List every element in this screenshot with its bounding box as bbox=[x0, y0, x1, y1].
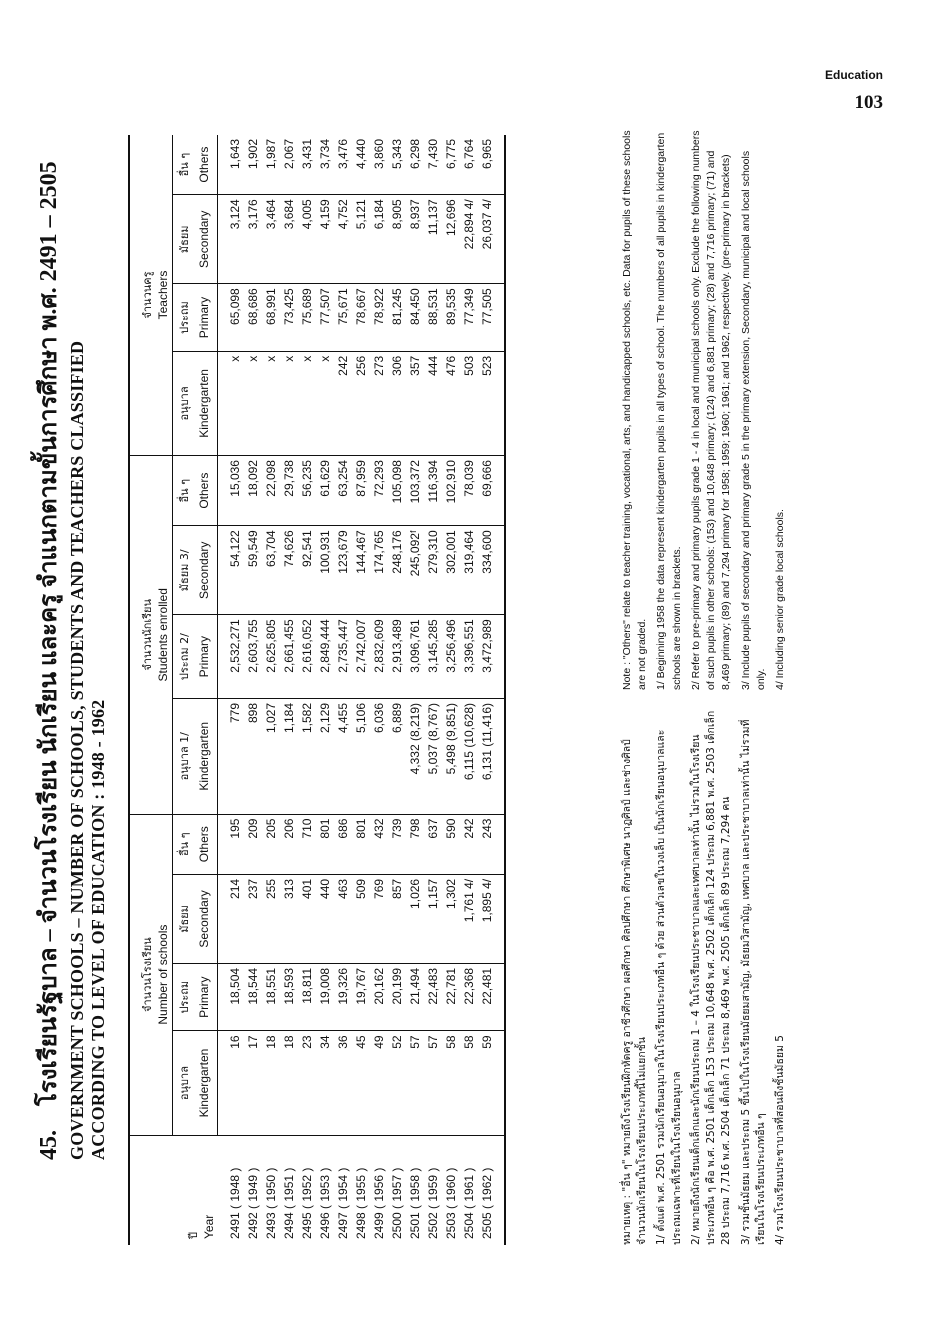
data-cell: 3,096,761 bbox=[406, 615, 424, 699]
data-cell: 801 bbox=[352, 814, 370, 874]
data-cell: 2,067 bbox=[280, 135, 298, 195]
note-english: 3/ Include pupils of secondary and primary grade 5 in the primary extension, Secondary, municipal and local schools only. bbox=[739, 150, 767, 690]
table-row bbox=[406, 135, 424, 1245]
data-cell: 174,765 bbox=[370, 526, 388, 615]
data-cell: 81,245 bbox=[388, 284, 406, 352]
data-cell: 21,494 bbox=[406, 963, 424, 1031]
data-cell: 3,860 bbox=[370, 135, 388, 195]
statistics-table bbox=[128, 135, 506, 1245]
data-cell: 3,256,496 bbox=[442, 615, 460, 699]
data-cell: 209 bbox=[244, 814, 262, 874]
data-cell: 36 bbox=[334, 1031, 352, 1135]
col-thai-label: ประถม bbox=[173, 284, 196, 352]
note-english: 2/ Refer to pre-primary and primary pupils grade 1 - 4 in local and municipal schools only. Exclude the following numbers of such pupils in other schools: (153) and 10,648 primary; (124) and 6,881 primary; (28) and 7,716 primary; (71) and 8,469 primary; (89) and 7,294 primary for 1958; 1959; 1960; 1961; and 1962, respectively. (pre-primary in brackets) bbox=[689, 130, 733, 690]
data-cell: 19,767 bbox=[352, 963, 370, 1031]
data-cell: 19,326 bbox=[334, 963, 352, 1031]
data-cell: 2,735,447 bbox=[334, 615, 352, 699]
data-cell: 78,922 bbox=[370, 284, 388, 352]
table-number: 45. bbox=[36, 1130, 62, 1160]
data-cell: 243 bbox=[478, 814, 505, 874]
data-cell: 205 bbox=[262, 814, 280, 874]
data-cell: 75,671 bbox=[334, 284, 352, 352]
data-cell: 116,394 bbox=[424, 456, 442, 526]
data-cell: 58 bbox=[460, 1031, 478, 1135]
data-cell: 401 bbox=[298, 874, 316, 963]
data-cell: 19,008 bbox=[316, 963, 334, 1031]
data-cell: 2,129 bbox=[316, 698, 334, 814]
data-cell: 18,811 bbox=[298, 963, 316, 1031]
year-cell: 2505 ( 1962 ) bbox=[480, 1167, 494, 1239]
data-cell: 63,254 bbox=[334, 456, 352, 526]
notes-thai bbox=[620, 705, 792, 1245]
year-cell: 2498 ( 1955 ) bbox=[354, 1167, 368, 1239]
data-cell: 1,027 bbox=[262, 698, 280, 814]
data-cell: 103,372 bbox=[406, 456, 424, 526]
table-row bbox=[478, 135, 505, 1245]
table-title bbox=[28, 100, 109, 1160]
teachers-group-header: จำนวนครู Teachers bbox=[129, 135, 173, 456]
data-cell: 1,184 bbox=[280, 698, 298, 814]
table-row bbox=[388, 135, 406, 1245]
data-cell: 49 bbox=[370, 1031, 388, 1135]
col-thai-label: อนุบาล bbox=[173, 1031, 196, 1135]
table-row bbox=[218, 135, 245, 1245]
data-cell: 5,121 bbox=[352, 195, 370, 284]
data-cell: 1,761 4/ bbox=[460, 874, 478, 963]
col-header: Kindergarten bbox=[195, 351, 218, 455]
data-cell: 4,159 bbox=[316, 195, 334, 284]
data-cell: 11,137 bbox=[424, 195, 442, 284]
col-header: Others bbox=[195, 135, 218, 195]
data-cell: 57 bbox=[406, 1031, 424, 1135]
data-cell: 72,293 bbox=[370, 456, 388, 526]
data-cell: 105,098 bbox=[388, 456, 406, 526]
data-cell: 73,425 bbox=[280, 284, 298, 352]
data-cell: 74,626 bbox=[280, 526, 298, 615]
data-cell: 1,902 bbox=[244, 135, 262, 195]
table-body bbox=[218, 135, 506, 1245]
data-cell: 463 bbox=[334, 874, 352, 963]
note-thai: 4/ รวมโรงเรียนประชาบาลที่สอนถึงชั้นมัธยม 5 bbox=[773, 1035, 786, 1245]
data-cell: x bbox=[298, 351, 316, 455]
table-row bbox=[298, 135, 316, 1245]
data-cell: 78,667 bbox=[352, 284, 370, 352]
data-cell: 100,931 bbox=[316, 526, 334, 615]
data-cell: 61,629 bbox=[316, 456, 334, 526]
note-thai: หมายเหตุ : "อื่น ๆ" หมายถึงโรงเรียนฝึกหัดครู อาชีวศึกษา ผลศึกษา ศิลปศึกษา ศึกษาพิเศษ นาฏศิลป์ และช่างศิลป์ จำนวนนักเรียนในโรงเรียนประเภทนี้ไม่แยกชั้น bbox=[621, 739, 649, 1245]
data-cell: 102,910 bbox=[442, 456, 460, 526]
data-cell: 503 bbox=[460, 351, 478, 455]
year-cell: 2497 ( 1954 ) bbox=[336, 1167, 350, 1239]
data-cell: 29,738 bbox=[280, 456, 298, 526]
data-cell: 22,481 bbox=[478, 963, 505, 1031]
data-cell: 18,593 bbox=[280, 963, 298, 1031]
table-row bbox=[352, 135, 370, 1245]
schools-group-header: จำนวนโรงเรียน Number of schools bbox=[129, 814, 173, 1135]
year-cell: 2496 ( 1953 ) bbox=[318, 1167, 332, 1239]
table-row bbox=[442, 135, 460, 1245]
data-cell: 801 bbox=[316, 814, 334, 874]
data-cell: 1,582 bbox=[298, 698, 316, 814]
col-header: Others bbox=[195, 814, 218, 874]
data-cell: 23 bbox=[298, 1031, 316, 1135]
col-header: Primary bbox=[195, 615, 218, 699]
data-cell: 248,176 bbox=[388, 526, 406, 615]
data-cell: 5,106 bbox=[352, 698, 370, 814]
col-thai-label: ประถม 2/ bbox=[173, 615, 196, 699]
table-row bbox=[316, 135, 334, 1245]
year-cell: 2504 ( 1961 ) bbox=[462, 1167, 476, 1239]
data-cell: 18,092 bbox=[244, 456, 262, 526]
year-cell: 2491 ( 1948 ) bbox=[227, 1167, 242, 1239]
data-cell: 214 bbox=[218, 874, 245, 963]
data-cell: x bbox=[244, 351, 262, 455]
col-header: Kindergarten bbox=[195, 698, 218, 814]
data-cell: 3,684 bbox=[280, 195, 298, 284]
page-number: 103 bbox=[854, 92, 883, 113]
data-cell: 123,679 bbox=[334, 526, 352, 615]
data-cell: 22,894 4/ bbox=[460, 195, 478, 284]
data-cell: 3,124 bbox=[218, 195, 245, 284]
data-cell: 17 bbox=[244, 1031, 262, 1135]
data-cell: 88,531 bbox=[424, 284, 442, 352]
data-cell: 334,600 bbox=[478, 526, 505, 615]
col-thai-label: ประถม bbox=[173, 963, 196, 1031]
note-thai: 1/ ตั้งแต่ พ.ศ. 2501 รวมนักเรียนอนุบาลในโรงเรียนประเภทอื่น ๆ ด้วย ส่วนตัวเลขในวงเล็บ เป็นนักเรียนอนุบาลและประถมเฉพาะที่เรียนในโรงเรียนอนุบาล bbox=[655, 729, 683, 1245]
year-cell: 2503 ( 1960 ) bbox=[444, 1167, 458, 1239]
col-header: Primary bbox=[195, 284, 218, 352]
col-thai-label: อนุบาล 1/ bbox=[173, 698, 196, 814]
data-cell: 144,467 bbox=[352, 526, 370, 615]
data-cell: 58 bbox=[442, 1031, 460, 1135]
students-group-header: จำนวนนักเรียน Students enrolled bbox=[129, 456, 173, 815]
data-cell: 2,849,444 bbox=[316, 615, 334, 699]
data-cell: 3,176 bbox=[244, 195, 262, 284]
data-cell: 242 bbox=[334, 351, 352, 455]
data-cell: 1,302 bbox=[442, 874, 460, 963]
data-cell: 45 bbox=[352, 1031, 370, 1135]
data-cell: 779 bbox=[218, 698, 245, 814]
data-cell: 245,092ᶠ bbox=[406, 526, 424, 615]
data-cell: 22,483 bbox=[424, 963, 442, 1031]
data-cell: 3,734 bbox=[316, 135, 334, 195]
data-cell: 1,987 bbox=[262, 135, 280, 195]
col-thai-label: อื่น ๆ bbox=[173, 135, 196, 195]
note-english: 4/ Including senior grade local schools. bbox=[773, 509, 786, 690]
data-cell: 84,450 bbox=[406, 284, 424, 352]
col-thai-label: มัธยม bbox=[173, 874, 196, 963]
rotated-page-content bbox=[8, 90, 878, 1290]
data-cell: 15,036 bbox=[218, 456, 245, 526]
data-cell: 89,535 bbox=[442, 284, 460, 352]
data-cell: 65,098 bbox=[218, 284, 245, 352]
data-cell: 3,476 bbox=[334, 135, 352, 195]
data-cell: 6,036 bbox=[370, 698, 388, 814]
data-cell: 710 bbox=[298, 814, 316, 874]
data-cell: 6,115 (10,628) bbox=[460, 698, 478, 814]
data-cell: 2,661,455 bbox=[280, 615, 298, 699]
data-cell: 306 bbox=[388, 351, 406, 455]
title-thai: โรงเรียนรัฐบาล – จำนวนโรงเรียน นักเรียน และครู จำแนกตามขั้นการศึกษา พ.ศ. 2491 – 2505 bbox=[36, 161, 62, 1106]
data-cell: 237 bbox=[244, 874, 262, 963]
data-cell: 4,005 bbox=[298, 195, 316, 284]
data-cell: 798 bbox=[406, 814, 424, 874]
data-cell: 256 bbox=[352, 351, 370, 455]
notes-english bbox=[620, 130, 792, 690]
data-cell: 77,505 bbox=[478, 284, 505, 352]
data-cell: 16 bbox=[218, 1031, 245, 1135]
data-cell: 5,498 (9,851) bbox=[442, 698, 460, 814]
col-header: Secondary bbox=[195, 526, 218, 615]
data-cell: x bbox=[280, 351, 298, 455]
col-header: Secondary bbox=[195, 195, 218, 284]
data-cell: 22,098 bbox=[262, 456, 280, 526]
data-cell: 686 bbox=[334, 814, 352, 874]
data-cell: 59,549 bbox=[244, 526, 262, 615]
title-english-line1: GOVERNMENT SCHOOLS – NUMBER OF SCHOOLS, STUDENTS AND TEACHERS CLASSIFIED bbox=[67, 340, 87, 1160]
col-thai-label: มัธยม bbox=[173, 195, 196, 284]
data-cell: 2,742,007 bbox=[352, 615, 370, 699]
data-cell: 432 bbox=[370, 814, 388, 874]
col-thai-label: มัธยม 3/ bbox=[173, 526, 196, 615]
data-cell: 2,625,805 bbox=[262, 615, 280, 699]
data-cell: 56,235 bbox=[298, 456, 316, 526]
data-cell: 20,199 bbox=[388, 963, 406, 1031]
table-row bbox=[244, 135, 262, 1245]
data-cell: 52 bbox=[388, 1031, 406, 1135]
data-cell: 255 bbox=[262, 874, 280, 963]
year-cell: 2495 ( 1952 ) bbox=[300, 1167, 314, 1239]
data-cell: 2,913,489 bbox=[388, 615, 406, 699]
data-cell: 77,507 bbox=[316, 284, 334, 352]
data-cell: 242 bbox=[460, 814, 478, 874]
year-cell: 2494 ( 1951 ) bbox=[282, 1167, 296, 1239]
data-cell: 54,122 bbox=[218, 526, 245, 615]
data-cell: 3,396,551 bbox=[460, 615, 478, 699]
data-cell: 59 bbox=[478, 1031, 505, 1135]
col-thai-label: อื่น ๆ bbox=[173, 814, 196, 874]
data-cell: 6,184 bbox=[370, 195, 388, 284]
data-cell: 4,455 bbox=[334, 698, 352, 814]
data-cell: 3,145,285 bbox=[424, 615, 442, 699]
table-row bbox=[262, 135, 280, 1245]
data-cell: 20,162 bbox=[370, 963, 388, 1031]
data-cell: 637 bbox=[424, 814, 442, 874]
data-cell: 2,532,271 bbox=[218, 615, 245, 699]
data-cell: 18,544 bbox=[244, 963, 262, 1031]
data-cell: 5,037 (8,767) bbox=[424, 698, 442, 814]
col-header: Kindergarten bbox=[195, 1031, 218, 1135]
data-cell: 78,039 bbox=[460, 456, 478, 526]
note-thai: 3/ รวมชั้นมัธยม และประถม 5 ขึ้นไปในโรงเรียนมัธยมสามัญ, มัธยมวิสามัญ, เทศบาล และประชาบาลเท่านั้น ไม่รวมที่เรียนในโรงเรียนประเภทอื่น ๆ bbox=[739, 719, 767, 1245]
data-cell: 195 bbox=[218, 814, 245, 874]
table-row bbox=[460, 135, 478, 1245]
data-cell: 444 bbox=[424, 351, 442, 455]
data-cell: 4,440 bbox=[352, 135, 370, 195]
data-cell: 18 bbox=[280, 1031, 298, 1135]
table-row bbox=[370, 135, 388, 1245]
data-cell: 6,764 bbox=[460, 135, 478, 195]
data-cell: 2,603,755 bbox=[244, 615, 262, 699]
table-row bbox=[280, 135, 298, 1245]
data-cell: x bbox=[316, 351, 334, 455]
data-cell: 7,430 bbox=[424, 135, 442, 195]
data-cell: 769 bbox=[370, 874, 388, 963]
data-cell: 34 bbox=[316, 1031, 334, 1135]
data-cell: 1,157 bbox=[424, 874, 442, 963]
year-cell: 2493 ( 1950 ) bbox=[264, 1167, 278, 1239]
data-cell: 6,965 bbox=[478, 135, 505, 195]
data-cell: 4,752 bbox=[334, 195, 352, 284]
col-thai-label: อนุบาล bbox=[173, 351, 196, 455]
data-cell: 313 bbox=[280, 874, 298, 963]
data-cell: 440 bbox=[316, 874, 334, 963]
data-cell: 357 bbox=[406, 351, 424, 455]
data-cell: 87,959 bbox=[352, 456, 370, 526]
table-row bbox=[334, 135, 352, 1245]
data-cell: 8,937 bbox=[406, 195, 424, 284]
year-cell: 2501 ( 1958 ) bbox=[408, 1167, 422, 1239]
data-cell: 523 bbox=[478, 351, 505, 455]
year-cell: 2492 ( 1949 ) bbox=[246, 1167, 260, 1239]
data-cell: 69,666 bbox=[478, 456, 505, 526]
data-cell: 22,781 bbox=[442, 963, 460, 1031]
data-cell: 75,689 bbox=[298, 284, 316, 352]
data-cell: 63,704 bbox=[262, 526, 280, 615]
data-cell: 206 bbox=[280, 814, 298, 874]
col-header: Secondary bbox=[195, 874, 218, 963]
col-header: Primary bbox=[195, 963, 218, 1031]
data-cell: 18,551 bbox=[262, 963, 280, 1031]
data-cell: 302,001 bbox=[442, 526, 460, 615]
data-cell: 12,696 bbox=[442, 195, 460, 284]
data-cell: 18,504 bbox=[218, 963, 245, 1031]
data-cell: 18 bbox=[262, 1031, 280, 1135]
data-cell: 509 bbox=[352, 874, 370, 963]
note-english: 1/ Beginning 1958 the data represent kindergarten pupils in all types of school. The numbers of all pupils in kindergarten schools are shown in brackets. bbox=[655, 132, 683, 690]
data-cell: 3,464 bbox=[262, 195, 280, 284]
note-english: Note : "Others" relate to teacher training, vocational, arts, and handicapped schools, etc. Data for pupils of these schools are not graded. bbox=[621, 130, 649, 690]
table-row bbox=[424, 135, 442, 1245]
data-cell: 8,905 bbox=[388, 195, 406, 284]
data-cell: 1,026 bbox=[406, 874, 424, 963]
data-cell: 2,832,609 bbox=[370, 615, 388, 699]
data-cell: 319,464 bbox=[460, 526, 478, 615]
data-cell: 273 bbox=[370, 351, 388, 455]
data-cell: 2,616,052 bbox=[298, 615, 316, 699]
data-cell: 476 bbox=[442, 351, 460, 455]
data-cell: 279,310 bbox=[424, 526, 442, 615]
data-cell: 3,431 bbox=[298, 135, 316, 195]
data-cell: 68,991 bbox=[262, 284, 280, 352]
data-cell: 77,349 bbox=[460, 284, 478, 352]
data-cell: 22,368 bbox=[460, 963, 478, 1031]
data-cell: x bbox=[218, 351, 245, 455]
year-cell: 2500 ( 1957 ) bbox=[390, 1167, 404, 1239]
data-cell: 5,343 bbox=[388, 135, 406, 195]
data-cell: 6,889 bbox=[388, 698, 406, 814]
data-cell: 6,298 bbox=[406, 135, 424, 195]
data-cell: 739 bbox=[388, 814, 406, 874]
data-cell: 68,686 bbox=[244, 284, 262, 352]
data-cell: 590 bbox=[442, 814, 460, 874]
data-cell: 92,541 bbox=[298, 526, 316, 615]
col-header: Others bbox=[195, 456, 218, 526]
year-cell: 2499 ( 1956 ) bbox=[372, 1167, 386, 1239]
data-cell: 6,131 (11,416) bbox=[478, 698, 505, 814]
col-thai-label: อื่น ๆ bbox=[173, 456, 196, 526]
data-cell: 1,643 bbox=[218, 135, 245, 195]
data-cell: 4,332 (8,219) bbox=[406, 698, 424, 814]
data-cell: x bbox=[262, 351, 280, 455]
data-cell: 857 bbox=[388, 874, 406, 963]
year-cell: 2502 ( 1959 ) bbox=[426, 1167, 440, 1239]
note-thai: 2/ หมายถึงนักเรียนเด็กเล็กและนักเรียนประถม 1 – 4 ในโรงเรียนประชาบาลและเทศบาลเท่านั้น ไม่รวมในโรงเรียนประเภทอื่น ๆ คือ พ.ศ. 2501 เด็กเล็ก 153 ประถม 10,648 พ.ศ. 2502 เด็กเล็ก 124 ประถม 6,881 พ.ศ. 2503 เด็กเล็ก 28 ประถม 7,716 พ.ศ. 2504 เด็กเล็ก 71 ประถม 8,469 พ.ศ. 2505 เด็กเล็ก 89 ประถม 7,294 คน bbox=[689, 710, 733, 1245]
data-cell: 1,895 4/ bbox=[478, 874, 505, 963]
data-cell: 57 bbox=[424, 1031, 442, 1135]
data-cell: 26,037 4/ bbox=[478, 195, 505, 284]
data-cell: 6,775 bbox=[442, 135, 460, 195]
data-cell: 898 bbox=[244, 698, 262, 814]
year-header: ปี Year bbox=[186, 1214, 216, 1239]
data-cell: 3,472,989 bbox=[478, 615, 505, 699]
section-header: Education bbox=[824, 68, 883, 82]
title-english-line2: ACCORDING TO LEVEL OF EDUCATION : 1948 - 1962 bbox=[88, 699, 108, 1160]
